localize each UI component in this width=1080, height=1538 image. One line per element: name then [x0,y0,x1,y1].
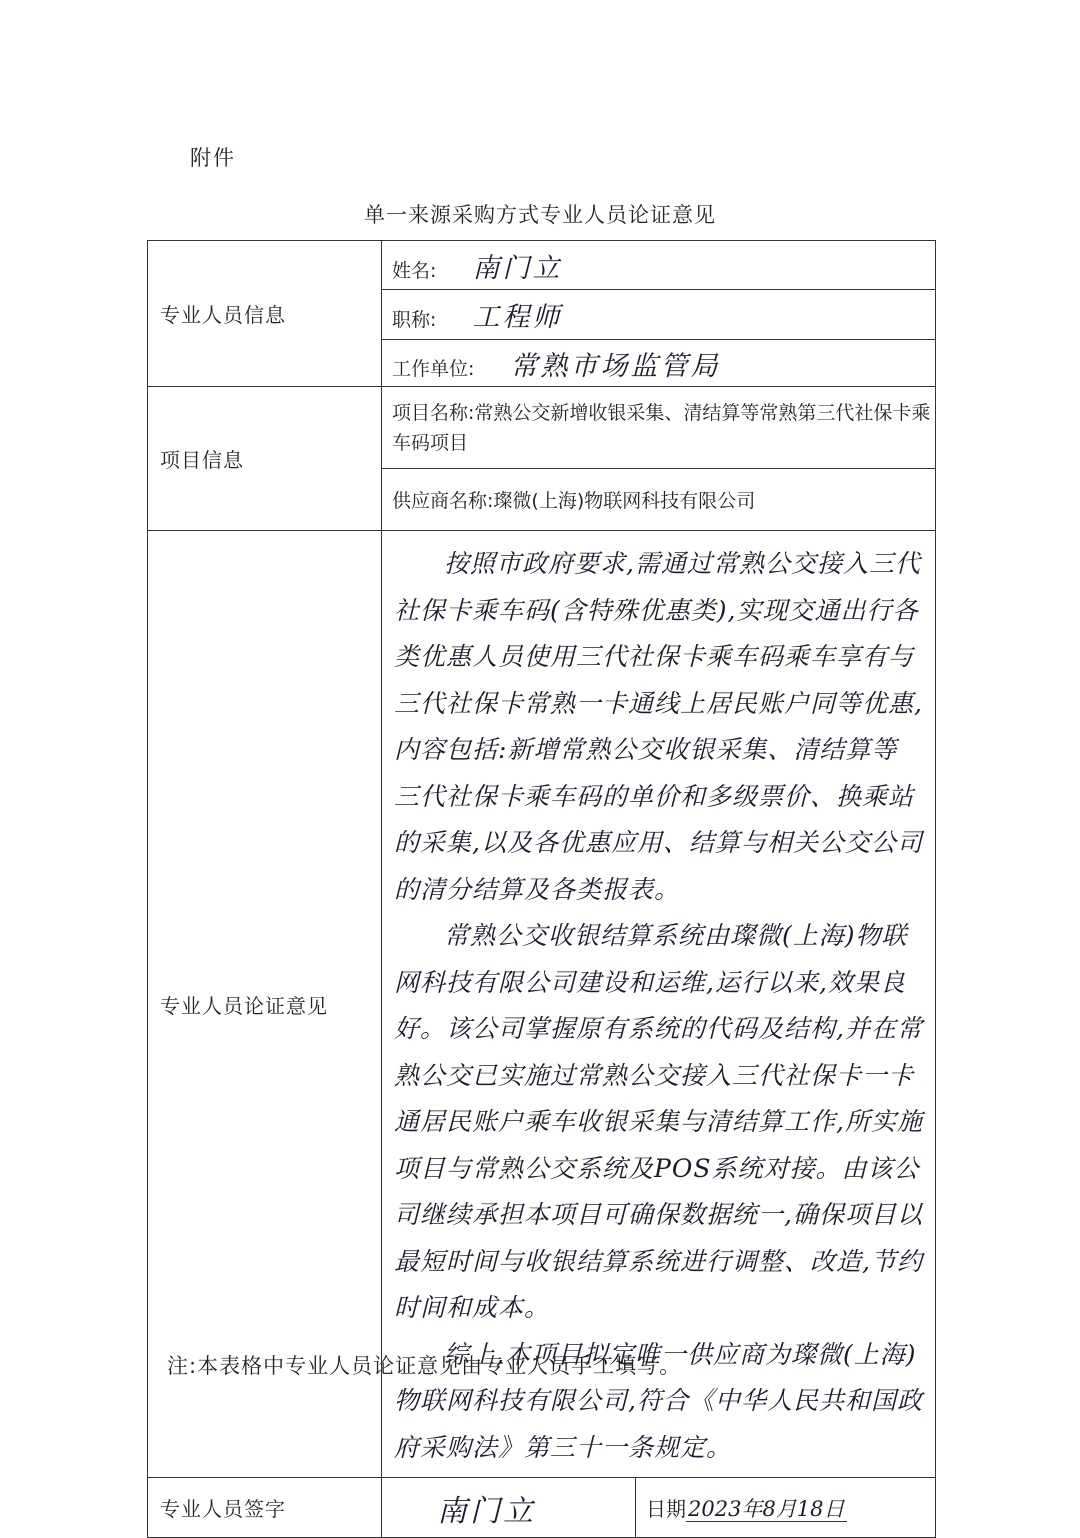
name-value: 南门立 [472,252,563,284]
signature-handwriting: 南门立 [437,1493,536,1529]
review-form-table [147,240,936,1538]
supplier-name-field: 供应商名称:璨微(上海)物联网科技有限公司 [382,469,936,531]
employer-label: 工作单位: [392,357,475,380]
project-name-field: 项目名称:常熟公交新增收银采集、清结算等常熟第三代社保卡乘车码项目 [382,387,936,469]
signature-label: 专业人员签字 [148,1478,382,1538]
opinion-paragraph-1: 按照市政府要求,需通过常熟公交接入三代社保卡乘车码(含特殊优惠类),实现交通出行各类优惠人员使用三代社保卡乘车码乘车享有与三代社保卡常熟一卡通线上居民账户同等优惠,内容包括:新增常熟公交收银采集、清结算等三代社保卡乘车码的单价和多级票价、换乘站的采集,以及各优惠应用、结算与相关公交公司的清分结算及各类报表。 [394,549,923,904]
opinion-label: 专业人员论证意见 [148,531,382,1478]
project-info-label: 项目信息 [148,387,382,531]
expert-info-label: 专业人员信息 [148,241,382,387]
job-title-label: 职称: [392,309,437,331]
date-label: 日期 [646,1496,686,1521]
employer-field [382,340,936,387]
job-title-field [382,290,936,340]
opinion-paragraph-2: 常熟公交收银结算系统由璨微(上海)物联网科技有限公司建设和运维,运行以来,效果良好。该公司掌握原有系统的代码及结构,并在常熟公交已实施过常熟公交接入三代社保卡一卡通居民账户乘车收银采集与清结算工作,所实施项目与常熟公交系统及POS系统对接。由该公司继续承担本项目可确保数据统一,确保项目以最短时间与收银结算系统进行调整、改造,节约时间和成本。 [394,921,923,1322]
opinion-paragraph-3: 综上,本项目拟定唯一供应商为璨微(上海)物联网科技有限公司,符合《中华人民共和国政府采购法》第三十一条规定。 [394,1339,923,1462]
employer-value: 常熟市场监管局 [510,350,721,382]
signature-cell [382,1478,636,1538]
date-cell [636,1478,936,1538]
job-title-value: 工程师 [472,302,563,333]
opinion-content [382,531,936,1478]
name-label: 姓名: [392,259,437,282]
attachment-label: 附件 [190,146,236,170]
name-field [382,241,936,290]
date-value: 2023年8月18日 [688,1496,845,1521]
footer-note: 注:本表格中专业人员论证意见由专业人员手工填写。 [167,1354,682,1378]
document-title: 单一来源采购方式专业人员论证意见 [364,203,716,227]
